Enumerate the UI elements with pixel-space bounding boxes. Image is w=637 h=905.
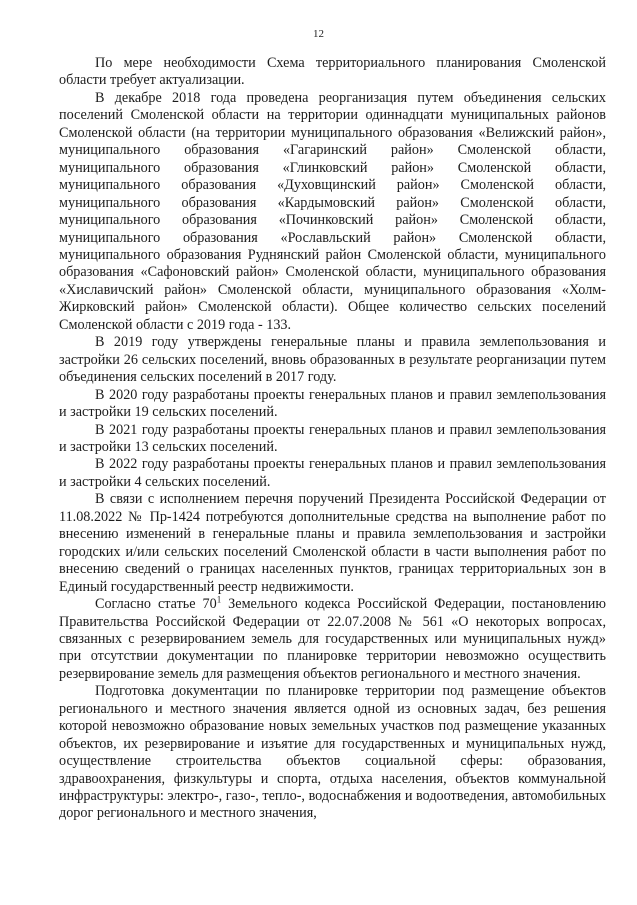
paragraph-2020: В 2020 году разработаны проекты генеральных планов и правил землепользования и застройки 19 сельских поселений. <box>59 386 606 421</box>
land-code-text-start: Согласно статье 70 <box>95 596 217 613</box>
paragraph-2021: В 2021 году разработаны проекты генеральных планов и правил землепользования и застройки 13 сельских поселений. <box>59 421 606 455</box>
paragraph-planning-documentation: Подготовка документации по планировке территории под размещение объектов регионального и местного значения является одной из основных задач, без решения которой невозможно образование новых земельных участков под размещение указанных объектов, их резервирование и изъятие для государственных и муниципальных нужд, осуществление строительства объектов социальной сферы: образования, здравоохранения, физкультуры и спорта, отдыха населения, объектов коммунальной инфраструктуры: электро-, газо-, тепло-, водоснабжения и водоотведения, автомобильных дорог регионального и местного значения, <box>59 683 606 822</box>
paragraph-reorganization: В декабре 2018 года проведена реорганизация путем объединения сельских поселений Смоленской области на территории одиннадцати муниципальных районов Смоленской области (на территории муниципального образования «Велижский район», муниципального образования «Гагаринский район» Смоленской области, муниципального образования «Глинковский район» Смоленской области, муниципального образования «Духовщинский район» Смоленской области, муниципального образования «Кардымовский район» Смоленской области, муниципального образования «Починковский район» Смоленской области, муниципального образования «Рославльский район» Смоленской области, муниципального образования Руднянский район Смоленской области, муниципального образования «Сафоновский район» Смоленской области, муниципального образования «Хиславичский район» Смоленской области, муниципального образования «Холм-Жирковский район» Смоленской области). Общее количество сельских поселений Смоленской области с 2019 года - 133. <box>59 89 606 333</box>
page-number: 12 <box>313 28 324 40</box>
paragraph-actualization: По мере необходимости Схема территориального планирования Смоленской области требует актуализации. <box>59 55 606 89</box>
paragraph-2022: В 2022 году разработаны проекты генеральных планов и правил землепользования и застройки 4 сельских поселений. <box>59 456 606 490</box>
article-superscript: 1 <box>216 594 222 605</box>
paragraph-2019: В 2019 году утверждены генеральные планы и правила землепользования и застройки 26 сельских поселений, вновь образованных в результате реорганизации путем объединения сельских поселений в 2017 году. <box>59 334 606 386</box>
body-text <box>59 55 606 823</box>
land-code-text-end: Земельного кодекса Российской Федерации, постановлению Правительства Российской Федерации от 22.07.2008 № 561 «О некоторых вопросах, связанных с резервированием земель для государственных или муниципальных нужд» при отсутствии документации по планировке территории невозможно осуществить резервирование земель для размещения объектов регионального и местного значения. <box>59 596 606 682</box>
paragraph-president-order: В связи с исполнением перечня поручений Президента Российской Федерации от 11.08.2022 № Пр-1424 потребуются дополнительные средства на выполнение работ по внесению изменений в генеральные планы и правила землепользования и застройки городских и/или сельских поселений Смоленской области в части выполнения работ по внесению сведений о границах населенных пунктов, границах территориальных зон в Единый государственный реестр недвижимости. <box>59 491 606 595</box>
paragraph-land-code <box>59 596 606 683</box>
